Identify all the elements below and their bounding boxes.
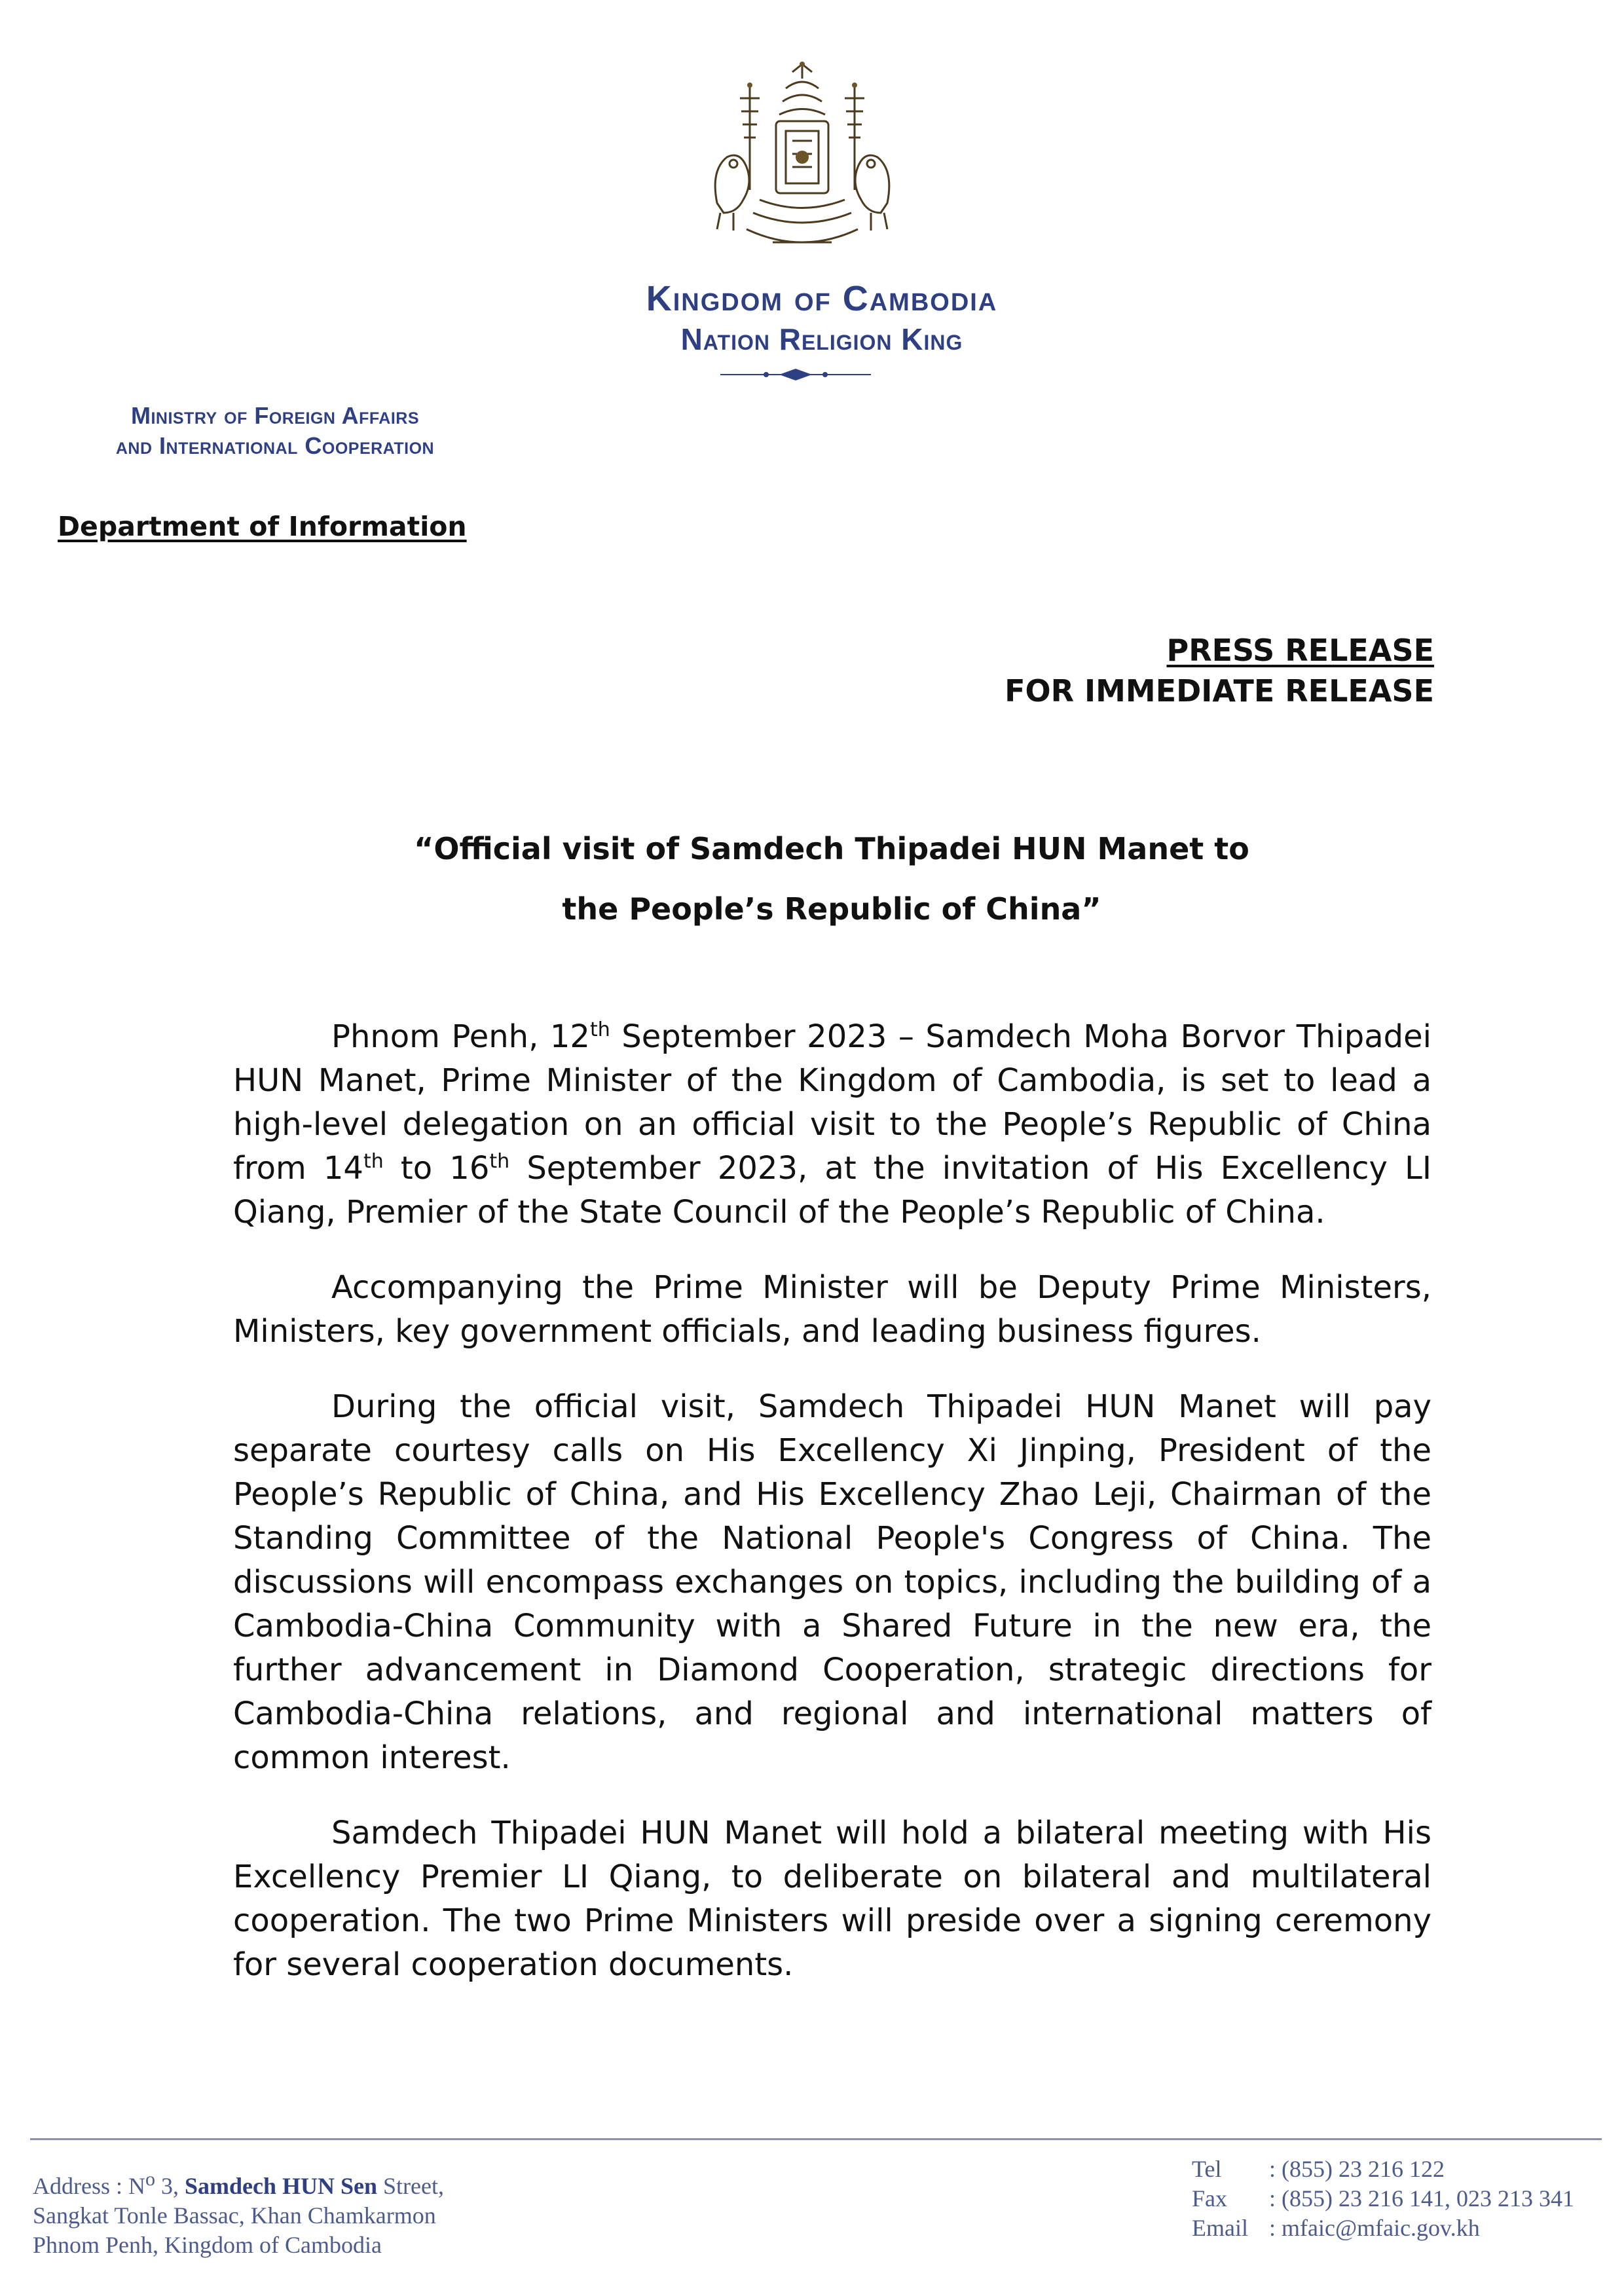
address-line-1 [33,2164,753,2201]
contact-tel [1192,2155,1611,2184]
national-motto: Nation Religion King [680,322,963,356]
footer-divider [30,2138,1602,2140]
address-street-name: Samdech HUN Sen [184,2173,378,2199]
p1-sup-1: th [589,1018,610,1041]
p1-sup-3: th [489,1150,510,1173]
address-line-3: Phnom Penh, Kingdom of Cambodia [33,2232,382,2258]
release-headline [232,819,1431,939]
fax-value: : (855) 23 216 141, 023 213 341 [1269,2185,1574,2212]
paragraph-3: During the official visit, Samdech Thipadei HUN Manet will pay separate courtesy calls on His Excellency Xi Jinping, President of the People’s Republic of China, and His Excellency Zhao Leji, Chairman of the Standing Committee of the National People's Congress of China. The discussions will encompass exchanges on topics, including the building of a Cambodia-China Community with a Shared Future in the new era, the further advancement in Diamond Cooperation, strategic directions for Cambodia-China relations, and regional and international matters of common interest. [233,1388,1431,1776]
address-number: 3, [155,2173,185,2199]
ministry-line-1: Ministry of Foreign Affairs [130,402,420,429]
contact-email [1192,2213,1611,2243]
department-heading: Department of Information [58,511,467,542]
footer-address [33,2164,753,2260]
address-label: Address : N [33,2173,145,2199]
p1-text-b: September 2023 – Samdech Moha Borvor Thipadei HUN Manet, Prime Minister of the Kingdom of Cambodia, is set to lead a high-level delegation on an official visit to the People’s Republic of China from 14 [233,1018,1431,1187]
fax-label: Fax [1192,2185,1227,2212]
paragraph-4: Samdech Thipadei HUN Manet will hold a bilateral meeting with His Excellency Premier LI Qiang, to deliberate on bilateral and multilateral cooperation. The two Prime Ministers will preside over a signing ceremony for several cooperation documents. [233,1815,1431,1983]
email-value[interactable]: : mfaic@mfaic.gov.kh [1269,2215,1480,2241]
address-number-sup: o [145,2168,155,2190]
p1-sup-2: th [363,1150,384,1173]
immediate-release-label: FOR IMMEDIATE RELEASE [1005,673,1434,709]
headline-line-2: the People’s Republic of China” [562,891,1101,927]
press-release-title: PRESS RELEASE [1166,633,1434,668]
contact-fax [1192,2184,1611,2213]
address-street: Street, [377,2173,444,2199]
email-label: Email [1192,2215,1248,2241]
p1-text-a: Phnom Penh, 12 [331,1018,590,1055]
tel-label: Tel [1192,2156,1222,2182]
footer-contacts [1192,2155,1611,2243]
p1-text-d: September 2023, at the invitation of His Excellency LI Qiang, Premier of the State Council of the People’s Republic of China. [233,1150,1431,1231]
address-line-2: Sangkat Tonle Bassac, Khan Chamkarmon [33,2202,436,2229]
kingdom-title: Kingdom of Cambodia [646,279,998,318]
paragraph-1 [233,1015,1431,1234]
ministry-line-2: and International Cooperation [115,432,435,459]
tel-value: : (855) 23 216 122 [1269,2156,1445,2182]
release-body [233,1015,1431,2018]
royal-coat-of-arms-emblem [688,59,917,262]
press-release-label [1005,630,1434,711]
p1-text-c: to 16 [383,1150,490,1187]
headline-line-1: “Official visit of Samdech Thipadei HUN Manet to [414,831,1249,866]
paragraph-2: Accompanying the Prime Minister will be Deputy Prime Ministers, Ministers, key government officials, and leading business figures. [233,1269,1431,1350]
decorative-divider-ornament [720,367,871,382]
ministry-name [26,401,524,461]
